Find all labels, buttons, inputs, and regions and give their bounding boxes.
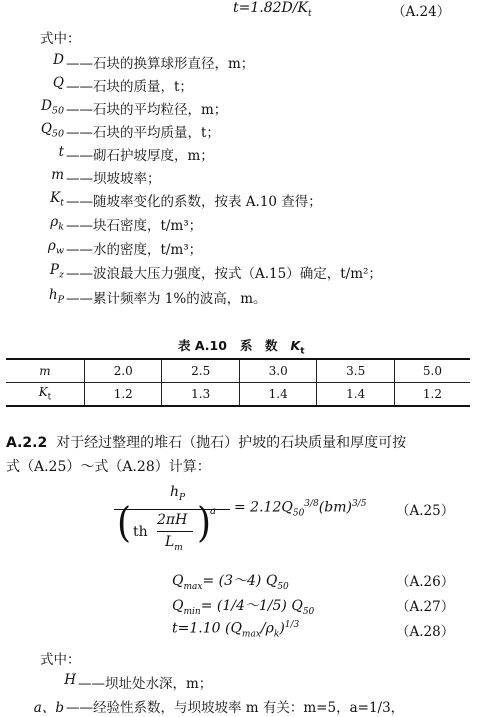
section-line1: 对于经过整理的堆石（抛石）护坡的石块质量和厚度可按 [56, 435, 407, 451]
table-row-header [6, 359, 85, 383]
eq-a28-mid: /ρ [260, 620, 274, 637]
eq-a25-rhs-sub: 50 [292, 508, 305, 519]
eq-a28-close: ) [279, 620, 285, 637]
eq-a27-lhs-sub: min [183, 606, 201, 617]
eq-a27-number: （A.27） [396, 599, 455, 615]
variable-symbol-sub: 50 [51, 105, 64, 117]
eq-a25-inner-fraction-line [157, 531, 193, 532]
variable-row [0, 190, 460, 210]
formula-a24-sub: t [307, 8, 312, 19]
variable-symbol [0, 75, 64, 94]
table-cell: 1.2 [394, 383, 470, 407]
formula-a24 [233, 0, 312, 19]
table-cell: 3.0 [239, 359, 316, 383]
table-row-header-sub: t [47, 392, 52, 403]
variable-symbol: H [64, 672, 76, 688]
variable-description: ——坝坡坡率； [66, 171, 161, 187]
eq-a27-lhs: Q [172, 598, 184, 614]
table-cell: 5.0 [394, 359, 470, 383]
variable-symbol-text: m [51, 167, 64, 183]
coefficient-table [6, 358, 470, 407]
variable-symbol-text: t [58, 144, 64, 160]
table-cell: 1.2 [85, 383, 162, 407]
variable-symbol-text: P [49, 262, 59, 278]
variable-symbol [0, 167, 64, 186]
variable-description: ——随坡率变化的系数，按表 A.10 查得； [66, 194, 322, 210]
equation-a26 [172, 570, 289, 592]
eq-a28-sub1: max [241, 629, 261, 640]
table-cell: 1.3 [162, 383, 239, 407]
variable-row [0, 287, 460, 307]
variable-row [0, 98, 460, 118]
table-caption-symbol: K [290, 338, 301, 353]
variable-row [0, 167, 460, 187]
variable-symbol [0, 98, 64, 117]
variable-symbol-text: h [48, 287, 58, 303]
eq-a25-rhs-text: = 2.12Q [234, 499, 293, 516]
variable-row [0, 52, 460, 72]
equation-a27 [172, 595, 314, 617]
section-number: A.2.2 [6, 435, 48, 451]
section-paragraph-line1 [6, 432, 406, 452]
table-cell: 1.4 [317, 383, 394, 407]
variable-symbol-sub: k [58, 221, 64, 233]
table-cell: 1.4 [239, 383, 316, 407]
table-row [6, 359, 470, 383]
table-row-header-text: K [38, 385, 48, 400]
eq-a25-right-paren: ) [197, 499, 212, 547]
eq-a27-rhs: = (1/4～1/5) Q [200, 598, 303, 614]
variable-symbol [0, 121, 64, 140]
eq-a26-rhs: = (3～4) Q [202, 573, 278, 589]
variable-description: ——经验性系数，与坝坡坡率 m 有关：m=5，a=1/3， [66, 700, 405, 716]
variable-row [0, 144, 460, 164]
eq-a25-left-paren: ( [117, 499, 132, 547]
variable-row [0, 121, 460, 141]
variable-description: ——块石密度，t/m³； [66, 218, 203, 234]
variable-description: ——坝址处水深，m； [78, 676, 213, 692]
variable-symbol [0, 52, 64, 71]
eq-a28-text: t=1.10 (Q [172, 620, 242, 637]
variable-symbol-sub: t [60, 197, 64, 209]
eq-a25-exponent-a: a [210, 506, 216, 517]
variable-description: ——石块的质量，t； [66, 79, 193, 95]
eq-a25-rhs-tail-sup: 3/5 [351, 499, 367, 509]
table-row [6, 383, 470, 407]
variable-description: ——石块的平均质量，t； [66, 125, 220, 141]
variable-row [0, 262, 460, 282]
table-caption-prefix: 表 A.10 [178, 338, 227, 353]
variable-symbol-sub: 50 [51, 128, 64, 140]
variable-symbol [0, 238, 64, 257]
variable-row [0, 238, 460, 258]
variable-symbol [0, 190, 64, 209]
variable-row [0, 75, 460, 95]
variable-symbol-text: Q [40, 121, 52, 137]
variable-symbol: a、b [33, 700, 64, 716]
variable-description: ——累计频率为 1%的波高，m。 [66, 291, 267, 307]
variable-row [0, 672, 460, 692]
variable-symbol-text: D [41, 98, 52, 114]
where-label: 式中： [40, 31, 81, 47]
formula-a24-text: t=1.82D/K [233, 0, 308, 16]
variable-description: ——水的密度，t/m³； [66, 242, 203, 258]
variable-symbol-sub: z [58, 269, 64, 281]
variable-description: ——波浪最大压力强度，按式（A.15）确定，t/m²； [66, 266, 382, 282]
table-row-header [6, 383, 85, 407]
variable-symbol-text: ρ [47, 238, 56, 254]
variable-description: ——石块的平均粒径，m； [66, 102, 228, 118]
variable-symbol [0, 287, 64, 306]
table-cell: 2.0 [85, 359, 162, 383]
eq-a27-rhs-sub: 50 [302, 606, 315, 617]
eq-a28-sub2: k [273, 629, 280, 640]
eq-a25-numerator-h: h [170, 484, 180, 500]
eq-a25-l-text: L [165, 534, 175, 550]
variable-symbol [0, 214, 64, 233]
variable-symbol-sub: w [55, 245, 64, 257]
eq-a28-sup: 1/3 [284, 620, 300, 630]
eq-a25-th: th [133, 524, 148, 540]
eq-a26-lhs: Q [172, 573, 184, 589]
eq-a25-l [165, 534, 183, 553]
eq-a25-l-sub: m [174, 542, 183, 553]
eq-a25-numerator [170, 484, 185, 503]
eq-a25-rhs [234, 499, 366, 518]
variable-description: ——砌石护坡厚度，m； [66, 148, 214, 164]
variable-symbol [0, 262, 64, 281]
variable-symbol-text: K [50, 190, 61, 206]
table-cell: 2.5 [162, 359, 239, 383]
table-caption-symbol-sub: t [300, 346, 305, 357]
variable-symbol-sub: P [57, 294, 64, 306]
table-cell: 3.5 [317, 359, 394, 383]
variable-symbol-text: D [53, 52, 64, 68]
variable-row [0, 696, 460, 716]
eq-a25-2pih: 2πH [157, 512, 188, 528]
eq-a28-number: （A.28） [396, 624, 455, 640]
variable-symbol [0, 144, 64, 163]
eq-a26-lhs-sub: max [183, 581, 203, 592]
eq-a25-rhs-tail: (bm) [318, 499, 352, 516]
section-line2: 式（A.25）～式（A.28）计算： [6, 459, 211, 475]
variable-symbol-text: Q [52, 75, 64, 91]
variable-symbol-text: ρ [50, 214, 59, 230]
variable-row [0, 214, 460, 234]
formula-a24-number: （A.24） [392, 4, 451, 20]
eq-a25-number: （A.25） [396, 503, 455, 519]
table-row-header-text: m [39, 364, 51, 378]
where-label-2: 式中： [40, 652, 81, 668]
eq-a26-rhs-sub: 50 [277, 581, 289, 592]
eq-a25-numerator-sub: P [179, 492, 186, 503]
variable-description: ——石块的换算球形直径，m； [66, 56, 255, 72]
equation-a28 [172, 620, 299, 639]
eq-a26-number: （A.26） [396, 574, 455, 590]
table-caption [178, 336, 305, 357]
eq-a25-rhs-sup: 3/8 [304, 499, 319, 509]
table-caption-title: 系 数 [239, 338, 278, 353]
